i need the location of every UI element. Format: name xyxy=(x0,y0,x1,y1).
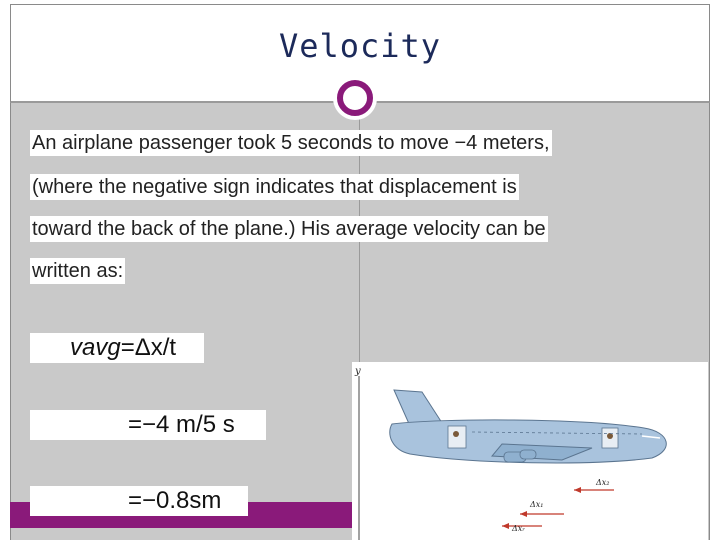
equation-variable: vavg xyxy=(70,334,121,361)
figure-label-dx2: Δx₂ xyxy=(596,478,610,487)
body-line-2: (where the negative sign indicates that displacement is xyxy=(32,176,517,198)
body-line-1: An airplane passenger took 5 seconds to move −4 meters, xyxy=(32,132,550,154)
airplane-figure xyxy=(352,362,708,540)
airplane-illustration xyxy=(352,362,708,540)
equation-average-velocity xyxy=(30,333,204,363)
figure-y-label: y xyxy=(355,366,361,377)
slide-title: Velocity xyxy=(278,27,442,65)
cutaway-window-1 xyxy=(448,426,466,448)
figure-label-dxr: Δxᵣ xyxy=(512,524,526,533)
equation-substitution: =−4 m/5 s xyxy=(30,410,266,440)
body-line-4: written as: xyxy=(32,260,124,282)
body-line-3: toward the back of the plane.) His average velocity can be xyxy=(32,218,546,240)
engine-2 xyxy=(520,450,536,459)
figure-label-dx1: Δx₁ xyxy=(530,500,544,509)
equation-expression: =Δx/t xyxy=(120,334,177,361)
arrow-dx1-head xyxy=(520,511,527,517)
arrow-dx2-head xyxy=(574,487,581,493)
arrow-dxr-head xyxy=(502,523,509,529)
equation-result: =−0.8sm xyxy=(30,486,248,516)
passenger-head-1 xyxy=(453,431,459,437)
ring-ornament-icon xyxy=(337,80,373,116)
